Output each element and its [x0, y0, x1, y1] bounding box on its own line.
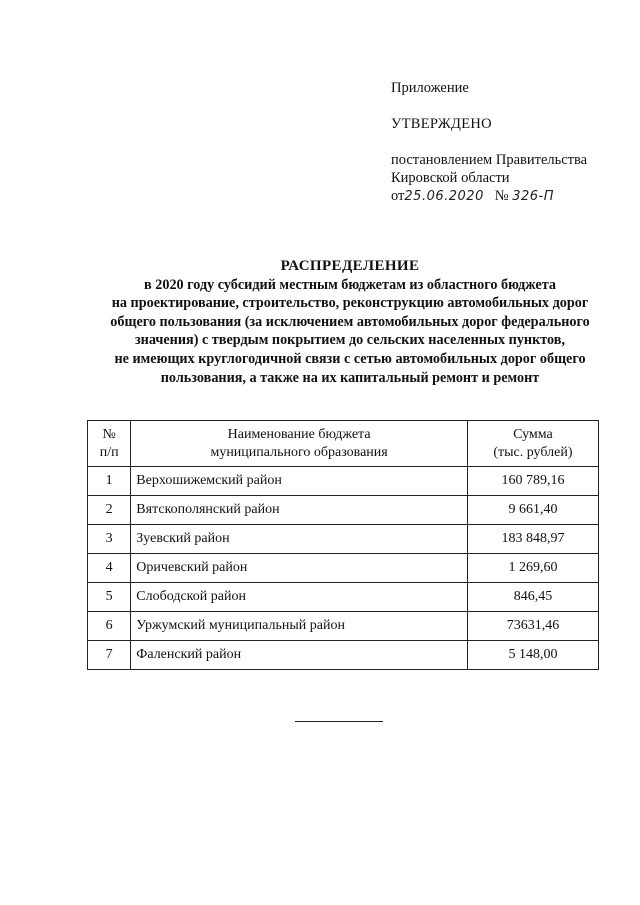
- header-number-line-2: п/п: [99, 444, 119, 460]
- row-name: Оричевский район: [131, 554, 468, 583]
- row-number: 3: [88, 525, 131, 554]
- approval-block: [391, 79, 631, 206]
- title-main: РАСПРЕДЕЛЕНИЕ: [280, 258, 420, 274]
- appendix-label: Приложение: [391, 80, 469, 96]
- decree-reference: [391, 151, 631, 206]
- decree-number: 326-П: [512, 189, 554, 204]
- header-amount-line-2: (тыс. рублей): [493, 444, 573, 460]
- row-number: 4: [88, 554, 131, 583]
- row-number: 5: [88, 583, 131, 612]
- header-amount-line-1: Сумма: [513, 426, 553, 442]
- title-line-6: пользования, а также на их капитальный ремонт и ремонт: [160, 369, 540, 386]
- title-line-2: на проектирование, строительство, реконструкцию автомобильных дорог: [111, 295, 589, 312]
- row-amount: 5 148,00: [467, 641, 598, 670]
- approved-label: УТВЕРЖДЕНО: [391, 116, 492, 132]
- table-row: [88, 525, 599, 554]
- row-amount: 183 848,97: [467, 525, 598, 554]
- row-amount: 160 789,16: [467, 467, 598, 496]
- row-amount: 73631,46: [467, 612, 598, 641]
- header-name-line-1: Наименование бюджета: [227, 426, 371, 442]
- row-number: 6: [88, 612, 131, 641]
- header-name: [131, 421, 468, 467]
- decree-date-number: [391, 187, 631, 206]
- row-name: Слободской район: [131, 583, 468, 612]
- document-title: [60, 257, 640, 387]
- title-line-4: значения) с твердым покрытием до сельских населенных пунктов,: [134, 332, 566, 349]
- header-amount: [467, 421, 598, 467]
- row-name: Верхошижемский район: [131, 467, 468, 496]
- table-row: [88, 496, 599, 525]
- row-number: 2: [88, 496, 131, 525]
- header-name-line-2: муниципального образования: [210, 444, 388, 460]
- date-prefix: от: [391, 188, 405, 204]
- row-name: Вятскополянский район: [131, 496, 468, 525]
- decree-date: 25.06.2020: [404, 189, 484, 204]
- decree-line-1: постановлением Правительства: [391, 152, 588, 168]
- row-number: 7: [88, 641, 131, 670]
- decree-line-2: Кировской области: [391, 170, 510, 186]
- row-name: Зуевский район: [131, 525, 468, 554]
- table-row: [88, 554, 599, 583]
- number-prefix: №: [494, 188, 509, 204]
- title-line-1: в 2020 году субсидий местным бюджетам из областного бюджета: [144, 276, 556, 293]
- closing-separator-line: [295, 721, 383, 722]
- table-row: [88, 583, 599, 612]
- header-number: [88, 421, 131, 467]
- table-header-row: [88, 421, 599, 467]
- title-line-3: общего пользования (за исключением автомобильных дорог федерального: [110, 313, 590, 330]
- row-amount: 1 269,60: [467, 554, 598, 583]
- header-number-line-1: №: [102, 426, 116, 442]
- table-row: [88, 641, 599, 670]
- row-number: 1: [88, 467, 131, 496]
- distribution-table: [87, 420, 599, 670]
- row-name: Уржумский муниципальный район: [131, 612, 468, 641]
- row-amount: 846,45: [467, 583, 598, 612]
- title-line-5: не имеющих круглогодичной связи с сетью автомобильных дорог общего: [114, 350, 586, 367]
- table-row: [88, 467, 599, 496]
- row-name: Фаленский район: [131, 641, 468, 670]
- table-row: [88, 612, 599, 641]
- row-amount: 9 661,40: [467, 496, 598, 525]
